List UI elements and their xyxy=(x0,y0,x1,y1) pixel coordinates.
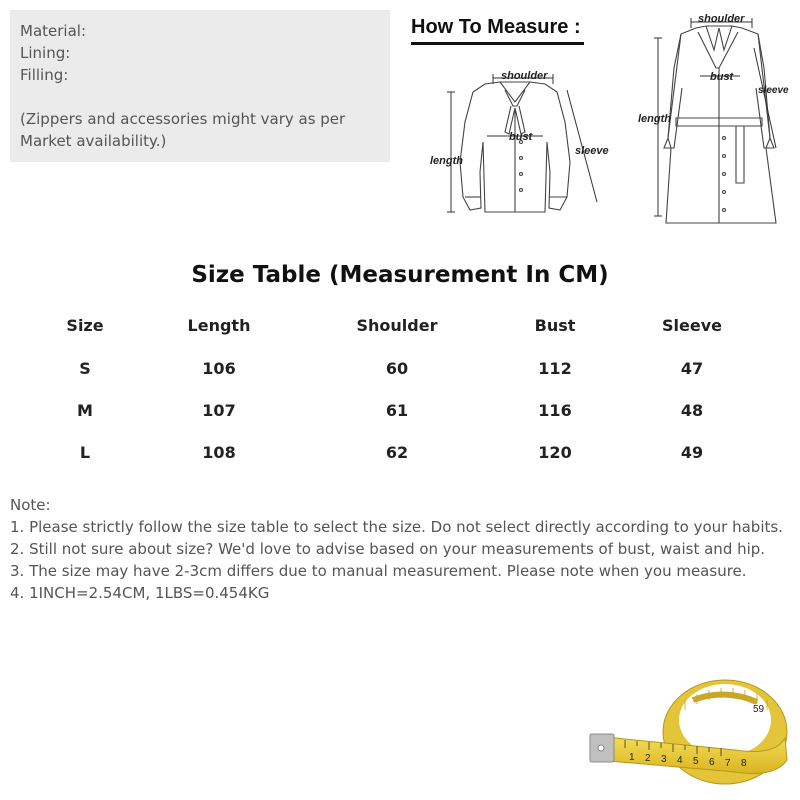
tape-number: 2 xyxy=(645,753,651,764)
size-table-title: Size Table (Measurement In CM) xyxy=(191,262,609,288)
tape-number: 4 xyxy=(677,755,683,766)
filling-label: Filling: xyxy=(20,66,69,84)
table-cell: 62 xyxy=(385,443,409,462)
header-sleeve: Sleeve xyxy=(662,316,722,335)
table-cell: 116 xyxy=(538,401,572,420)
table-cell: L xyxy=(79,443,91,462)
tape-number: 6 xyxy=(709,757,715,768)
table-cell: 108 xyxy=(202,443,236,462)
shirt-sleeve-label: sleeve xyxy=(575,145,609,157)
coat-sleeve-label: sleeve xyxy=(758,85,789,96)
tape-number: 3 xyxy=(661,754,667,765)
zipper-note-line1: (Zippers and accessories might vary as per xyxy=(20,110,346,128)
table-cell: 60 xyxy=(385,359,409,378)
table-cell: 112 xyxy=(538,359,572,378)
measuring-tape-icon xyxy=(585,660,795,790)
shirt-shoulder-label: shoulder xyxy=(501,70,548,82)
material-label: Material: xyxy=(20,22,86,40)
how-to-measure-underline xyxy=(411,42,584,45)
shirt-length-label: length xyxy=(430,155,463,167)
header-length: Length xyxy=(187,316,251,335)
header-size: Size xyxy=(66,316,104,335)
coat-diagram xyxy=(636,8,798,226)
notes-section xyxy=(10,494,783,604)
how-to-measure-title: How To Measure : xyxy=(411,16,581,38)
note-item: 2. Still not sure about size? We'd love to advise based on your measurements of bust, waist and hip. xyxy=(10,540,766,558)
coat-bust-label: bust xyxy=(710,71,734,83)
note-item: 1. Please strictly follow the size table to select the size. Do not select directly according to your habits. xyxy=(10,518,783,536)
table-cell: 61 xyxy=(385,401,409,420)
table-cell: 107 xyxy=(202,401,236,420)
shirt-diagram xyxy=(425,62,620,222)
zipper-note-line2: Market availability.) xyxy=(20,132,167,150)
note-item: 4. 1INCH=2.54CM, 1LBS=0.454KG xyxy=(10,584,270,602)
table-cell: 49 xyxy=(680,443,704,462)
lining-label: Lining: xyxy=(20,44,71,62)
table-cell: 106 xyxy=(202,359,236,378)
header-shoulder: Shoulder xyxy=(356,316,438,335)
shirt-bust-label: bust xyxy=(509,131,533,143)
notes-heading: Note: xyxy=(10,496,51,514)
material-info-box xyxy=(10,10,390,162)
tape-number: 5 xyxy=(693,756,699,767)
tape-number: 8 xyxy=(741,758,747,769)
tape-number: 1 xyxy=(629,752,635,763)
coat-length-label: length xyxy=(638,113,671,125)
header-bust: Bust xyxy=(534,316,576,335)
tape-number: 7 xyxy=(725,758,731,769)
table-cell: S xyxy=(79,359,91,378)
coat-shoulder-label: shoulder xyxy=(698,13,745,25)
table-cell: 48 xyxy=(680,401,704,420)
tape-number: 59 xyxy=(753,704,765,715)
table-cell: 47 xyxy=(680,359,704,378)
table-cell: 120 xyxy=(538,443,572,462)
note-item: 3. The size may have 2-3cm differs due to manual measurement. Please note when you measure. xyxy=(10,562,747,580)
table-cell: M xyxy=(77,401,93,420)
